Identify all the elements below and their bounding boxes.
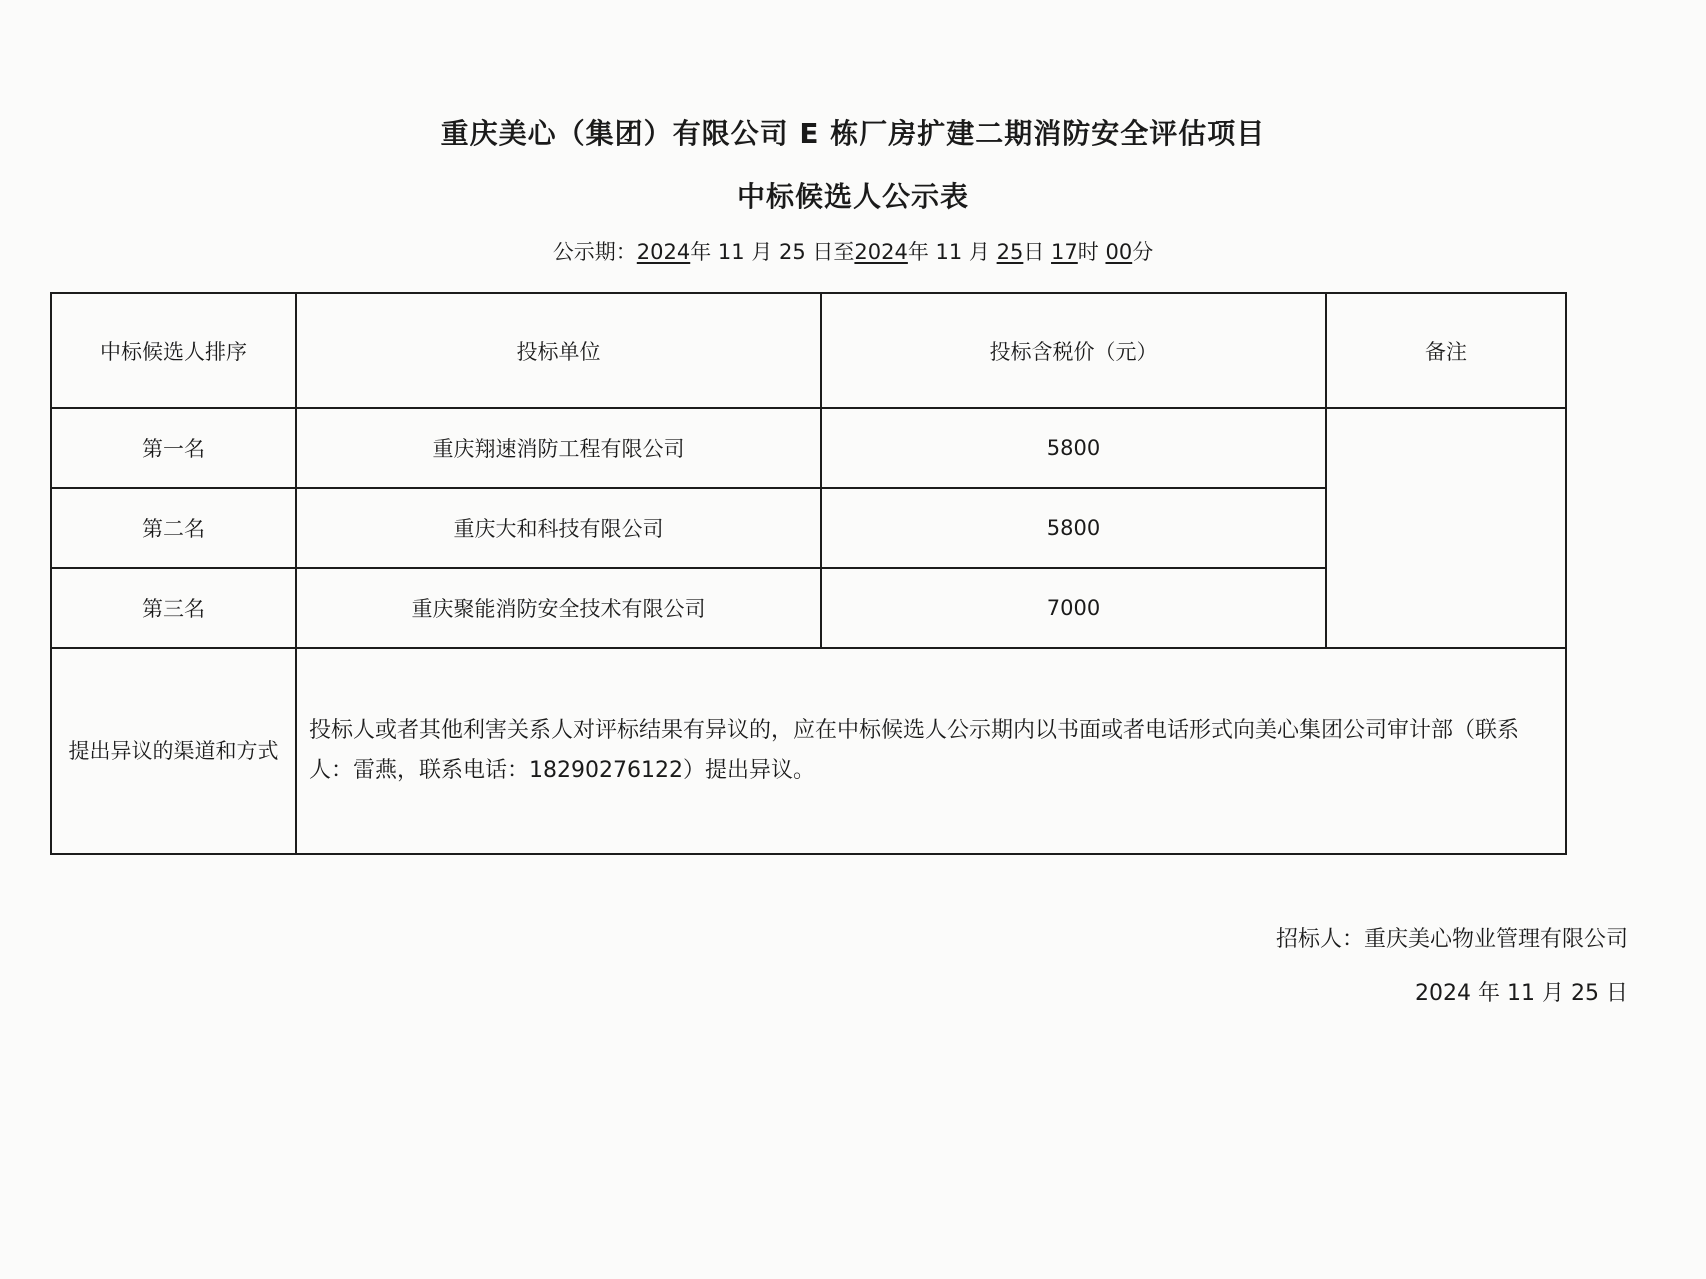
period-end-day: 25 [996,240,1024,264]
row-rank: 第二名 [51,488,296,568]
period-minute-unit: 分 [1132,240,1154,264]
header-remark: 备注 [1326,293,1566,408]
row-rank: 第三名 [51,568,296,648]
row-price: 5800 [821,408,1326,488]
row-bidder: 重庆大和科技有限公司 [296,488,821,568]
header-bidder: 投标单位 [296,293,821,408]
header-rank: 中标候选人排序 [51,293,296,408]
period-start-year: 2024 [636,240,691,264]
tenderer-signature: 招标人：重庆美心物业管理有限公司 [1275,927,1628,952]
candidate-table [50,292,1567,855]
period-label: 公示期： [552,240,637,264]
objection-label: 提出异议的渠道和方式 [51,648,296,854]
period-end-year: 2024 [854,240,908,264]
period-end-month: 年 11 月 [907,240,990,264]
announcement-period [0,236,1706,266]
objection-row [51,648,1566,854]
period-day-unit: 日 [1023,240,1045,264]
row-bidder: 重庆聚能消防安全技术有限公司 [296,568,821,648]
row-rank: 第一名 [51,408,296,488]
document-title: 重庆美心（集团）有限公司 E 栋厂房扩建二期消防安全评估项目 [440,117,1266,150]
table-header-row [51,293,1566,408]
document-subtitle: 中标候选人公示表 [736,180,969,213]
header-price: 投标含税价（元） [821,293,1326,408]
signature-date: 2024 年 11 月 25 日 [1415,981,1628,1006]
period-start-rest: 年 11 月 25 日至 [690,240,855,264]
period-end-hour: 17 [1051,240,1078,264]
row-bidder: 重庆翔速消防工程有限公司 [296,408,821,488]
table-row [51,408,1566,488]
row-price: 7000 [821,568,1326,648]
objection-text: 投标人或者其他利害关系人对评标结果有异议的，应在中标候选人公示期内以书面或者电话形式向美心集团公司审计部（联系人：雷燕，联系电话：18290276122）提出异议。 [296,648,1566,854]
period-end-minute: 00 [1105,240,1133,264]
row-price: 5800 [821,488,1326,568]
period-hour-unit: 时 [1077,240,1099,264]
remark-cell [1326,408,1566,648]
